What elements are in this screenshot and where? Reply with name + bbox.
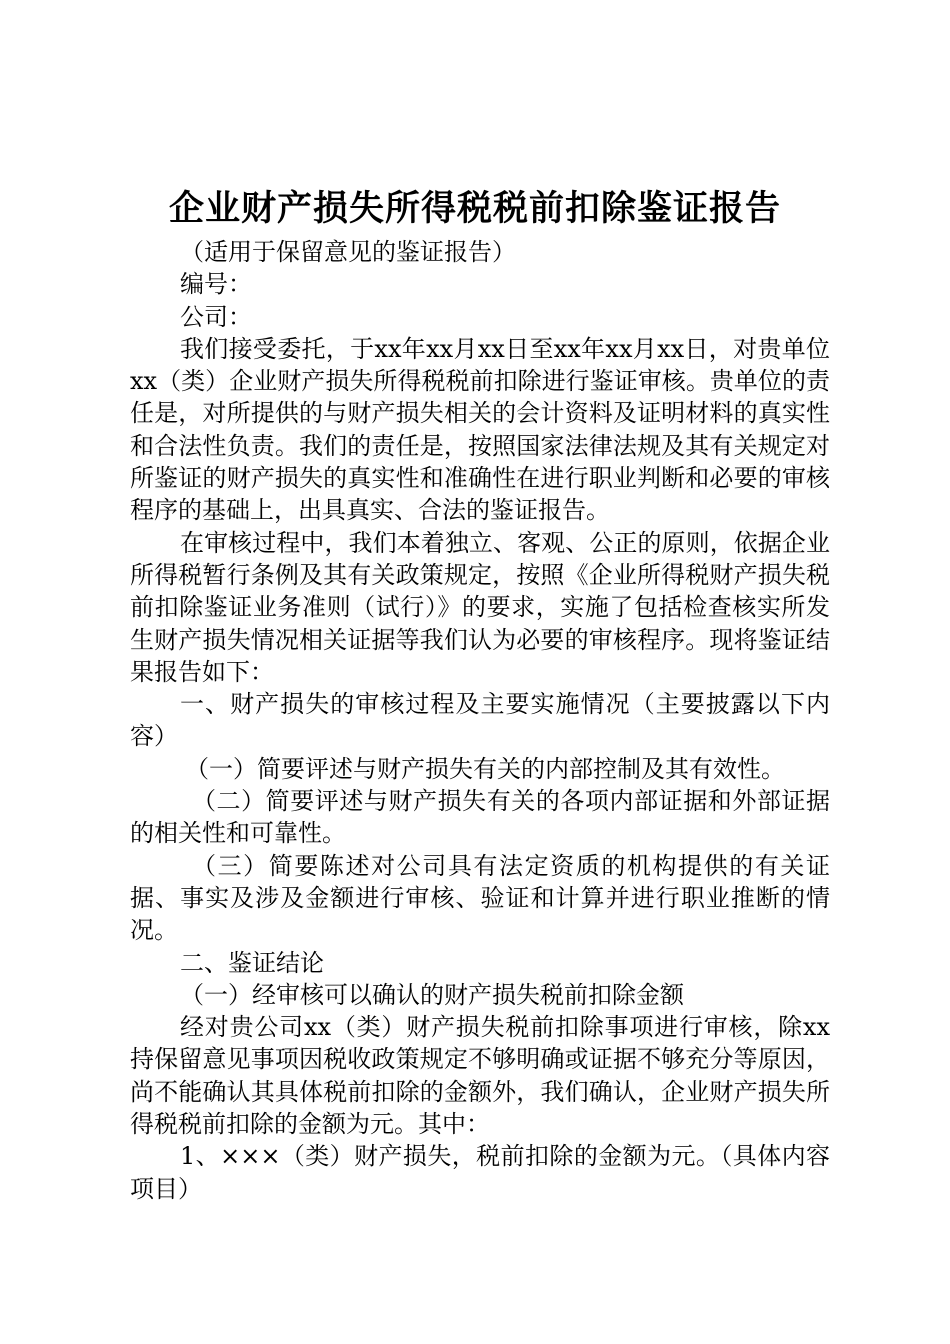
section-heading-1: 一、财产损失的审核过程及主要实施情况（主要披露以下内容） xyxy=(130,690,830,751)
subsection-2-1: （一）经审核可以确认的财产损失税前扣除金额 xyxy=(180,980,684,1009)
subsection-1-2: （二）简要评述与财产损失有关的各项内部证据和外部证据的相关性和可靠性。 xyxy=(130,787,830,848)
paragraph-conclusion: 经对贵公司xx（类）财产损失税前扣除事项进行审核，除xx持保留意见事项因税收政策规定不够明确或证据不够充分等原因，尚不能确认其具体税前扣除的金额外，我们确认，企业财产损失所得税税前扣除的金额为元。其中： xyxy=(130,1013,830,1139)
company-line: 公司： xyxy=(180,302,252,331)
paragraph-audit-process: 在审核过程中，我们本着独立、客观、公正的原则，依据企业所得税暂行条例及其有关政策规定，按照《企业所得税财产损失税前扣除鉴证业务准则（试行）》的要求，实施了包括检查核实所发生财产损失情况相关证据等我们认为必要的审核程序。现将鉴证结果报告如下： xyxy=(130,528,830,686)
subsection-1-3: （三）简要陈述对公司具有法定资质的机构提供的有关证据、事实及涉及金额进行审核、验证和计算并进行职业推断的情况。 xyxy=(130,851,830,945)
paragraph-engagement: 我们接受委托，于xx年xx月xx日至xx年xx月xx日，对贵单位xx（类）企业财产损失所得税税前扣除进行鉴证审核。贵单位的责任是，对所提供的与财产损失相关的会计资料及证明材料的真实性和合法性负责。我们的责任是，按照国家法律法规及其有关规定对所鉴证的财产损失的真实性和准确性在进行职业判断和必要的审核程序的基础上，出具真实、合法的鉴证报告。 xyxy=(130,334,830,525)
report-number-line: 编号： xyxy=(180,270,252,299)
subsection-1-1: （一）简要评述与财产损失有关的内部控制及其有效性。 xyxy=(185,754,785,783)
section-heading-2: 二、鉴证结论 xyxy=(180,948,324,977)
document-body xyxy=(130,236,830,1205)
list-item-1: 1、×××（类）财产损失，税前扣除的金额为元。（具体内容项目） xyxy=(130,1142,830,1203)
report-subtitle: （适用于保留意见的鉴证报告） xyxy=(180,238,516,266)
document-title: 企业财产损失所得税税前扣除鉴证报告 xyxy=(168,188,781,229)
